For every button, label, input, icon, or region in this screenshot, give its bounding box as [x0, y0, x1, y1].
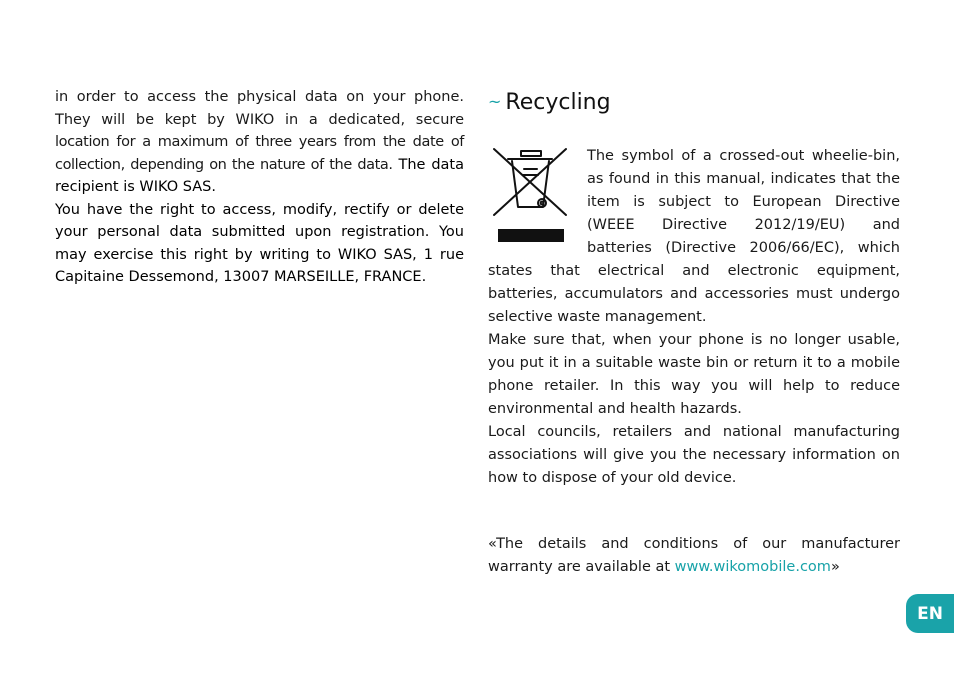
warranty-prefix: «The details and conditions of our manufacturer warranty are available at: [488, 536, 900, 575]
warranty-paragraph: [488, 533, 900, 579]
privacy-text-b: location for a maximum of three years from the date of collection, depending on the nature of the data.: [55, 134, 464, 173]
privacy-paragraph: [55, 86, 464, 199]
weee-paragraph: The symbol of a crossed-out wheelie-bin, as found in this manual, indicates that the item is subject to European Directive (WEEE Directive 2012/19/EU) and batteries (Directive 2006/66/EC), which states that electrical and electronic equipment, batteries, accumulators and accessories must undergo selective waste management.: [488, 148, 900, 325]
language-tab: EN: [906, 594, 954, 633]
councils-paragraph: Local councils, retailers and national manufacturing associations will give you the necessary information on how to dispose of your old device.: [488, 424, 900, 486]
crossed-out-wheelie-bin-icon: [488, 145, 574, 243]
wikomobile-link[interactable]: www.wikomobile.com: [674, 559, 831, 575]
disposal-paragraph: Make sure that, when your phone is no longer usable, you put it in a suitable waste bin or return it to a mobile phone retailer. In this way you will help to reduce environmental and health hazards.: [488, 332, 900, 417]
right-column: [488, 86, 900, 579]
privacy-text-a: in order to access the physical data on your phone. They will be kept by WIKO in a dedicated, secure: [55, 89, 464, 128]
warranty-suffix: »: [830, 559, 840, 575]
recycling-title: Recycling: [505, 90, 611, 115]
privacy-text-c: The data recipient is WIKO SAS.: [55, 156, 464, 195]
recycling-heading: [488, 86, 900, 119]
left-column: [55, 86, 464, 289]
heading-marker: ~: [488, 92, 502, 111]
rights-paragraph: You have the right to access, modify, rectify or delete your personal data submitted upon registration. You may exercise this right by writing to WIKO SAS, 1 rue Capitaine Dessemond, 13007 MARSEILLE, FRANCE.: [55, 201, 464, 285]
